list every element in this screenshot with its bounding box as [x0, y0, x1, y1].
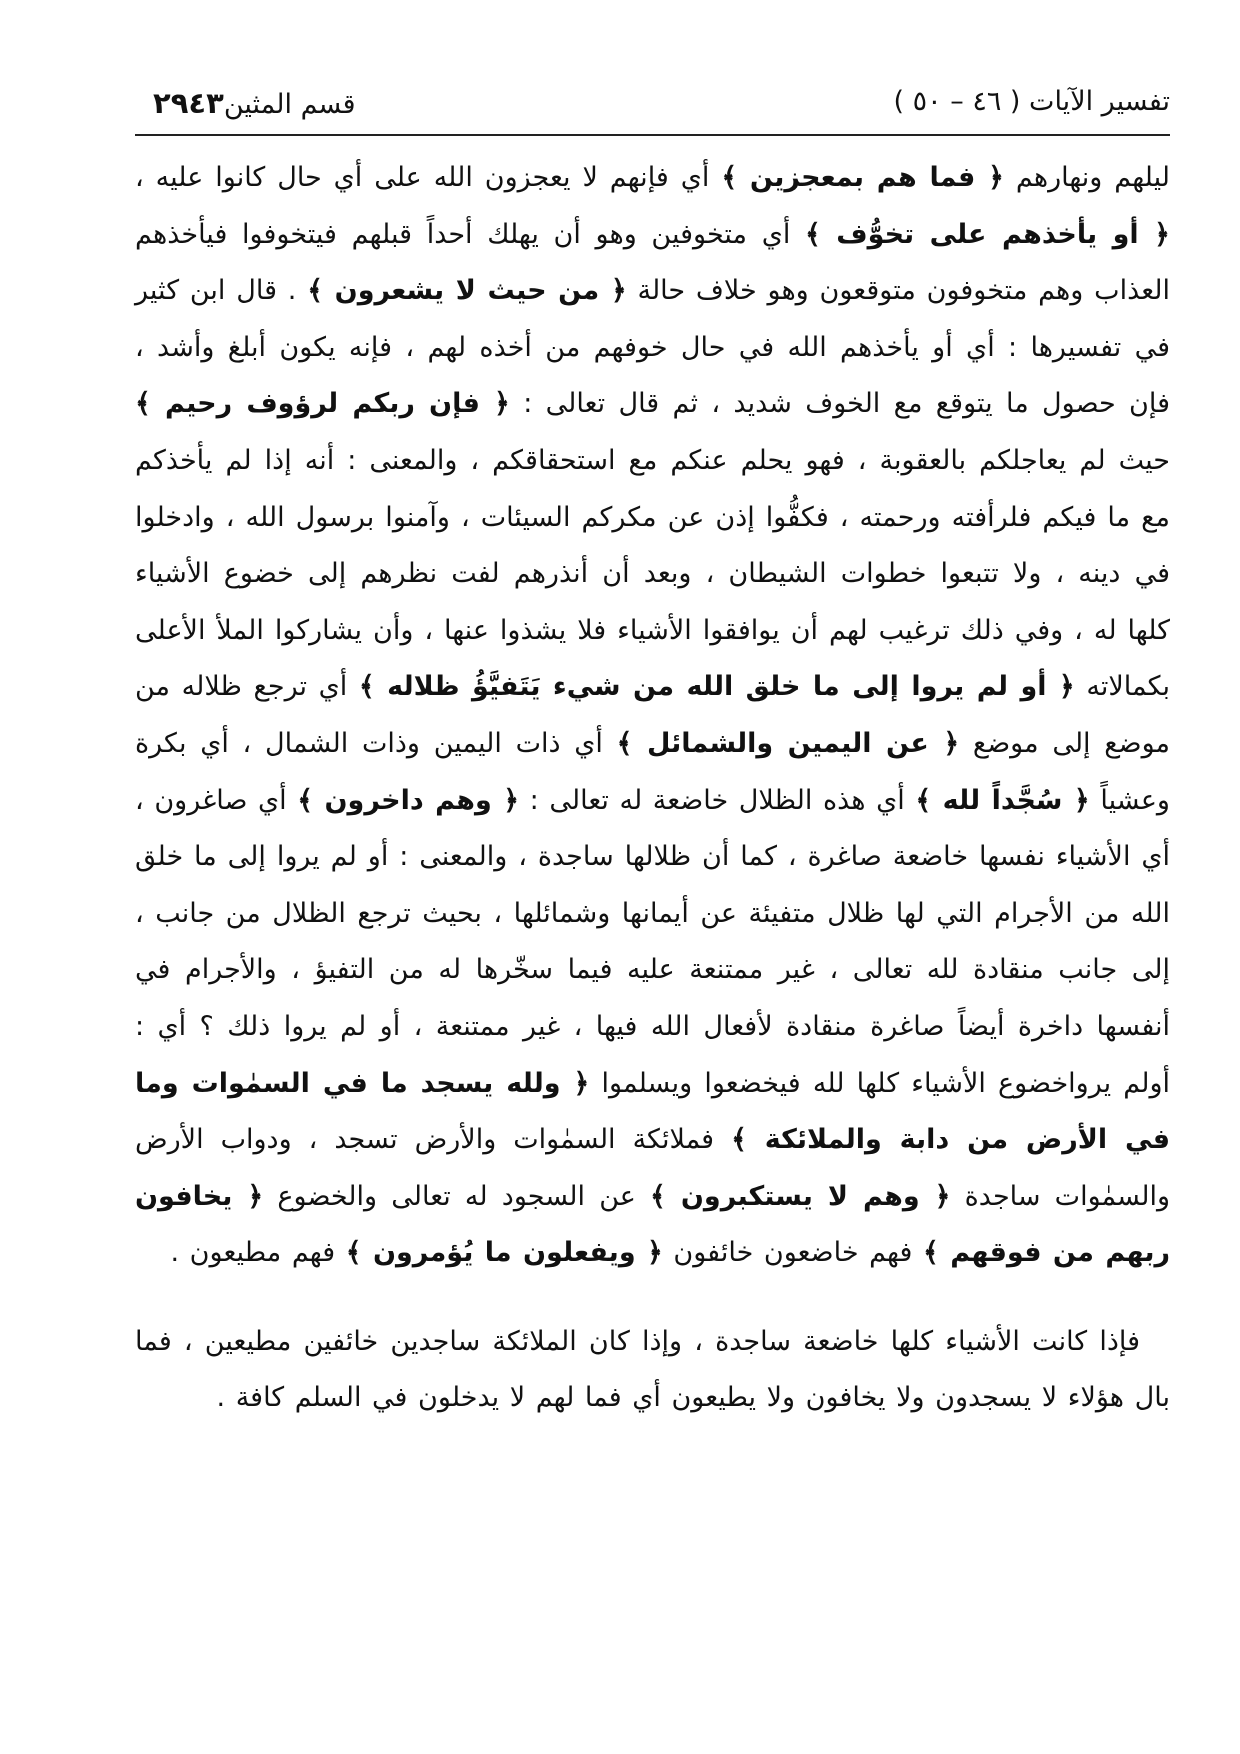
commentary-text: فهم مطيعون .	[170, 1237, 346, 1269]
paragraph-2: فإذا كانت الأشياء كلها خاضعة ساجدة ، وإذا كان الملائكة ساجدين خائفين مطيعين ، فما بال هؤلاء لا يسجدون ولا يخافون ولا يطيعون أي فما لهم لا يدخلون في السلم كافة .	[135, 1325, 1170, 1414]
commentary-text: أي هذه الظلال خاضعة له تعالى :	[519, 784, 916, 816]
commentary-text: فهم خاضعون خائفون	[662, 1237, 923, 1269]
commentary-text: فملائكة السمٰوات والأرض تسجد ، ودواب الأرض والسمٰوات ساجدة	[135, 1124, 1171, 1212]
quran-quote: ﴿ أو لم يروا إلى ما خلق الله من شيء يَتَفيَّؤُ ظلاله ﴾	[358, 671, 1075, 703]
quran-quote: ﴿ فإن ربكم لرؤوف رحيم ﴾	[135, 388, 510, 420]
book-info	[135, 86, 356, 120]
commentary-text: أي ذات اليمين وذات الشمال ، أي بكرة وعشياً	[135, 727, 1170, 816]
quran-quote: ﴿ من حيث لا يشعرون ﴾	[307, 275, 627, 307]
commentary-text: أي صاغرون ، أي الأشياء نفسها خاضعة صاغرة ، كما أن ظلالها ساجدة ، والمعنى : أو لم يروا إلى ما خلق الله من الأجرام التي لها ظلال متفيئة عن أيمانها وشمائلها ، بحيث ترجع الظلال من جانب ، إلى جانب منقادة لله تعالى ، غير ممتنعة عليه فيما سخّرها له من التفيؤ ، والأجرام في أنفسها داخرة أيضاً صاغرة منقادة لأفعال الله فيها ، غير ممتنعة ، أو لم يروا ذلك ؟ أي : أولم يرواخضوع الأشياء كلها لله فيخضعوا ويسلموا	[135, 784, 1170, 1099]
commentary-text: . قال ابن كثير في تفسيرها : أي أو يأخذهم الله في حال خوفهم من أخذه لهم ، فإنه يكون أبلغ وأشد ، فإن حصول ما يتوقع مع الخوف شديد ، ثم قال تعالى :	[135, 275, 1171, 420]
quran-quote: ﴿ عن اليمين والشمائل ﴾	[616, 727, 960, 759]
page-number: ٢٩٤٣	[153, 86, 224, 120]
quran-quote: ﴿ ولله يسجد ما في السمٰوات وما في الأرض من دابة والملائكة ﴾	[135, 1067, 1170, 1156]
commentary-text: أي ترجع ظلاله من موضع إلى موضع	[135, 671, 1170, 759]
commentary-text: عن السجود له تعالى والخضوع	[263, 1180, 651, 1212]
commentary-text: حيث لم يعاجلكم بالعقوبة ، فهو يحلم عنكم مع استحقاقكم ، والمعنى : أنه إذا لم يأخذكم مع ما فيكم فلرأفته ورحمته ، فكفُّوا إذن عن مكركم السيئات ، وآمنوا برسول الله ، وادخلوا في دينه ، ولا تتبعوا خطوات الشيطان ، وبعد أن أنذرهم لفت نظرهم إلى خضوع الأشياء كلها له ، وفي ذلك ترغيب لهم أن يوافقوا الأشياء فلا يشذوا عنها ، وأن يشاركوا الملأ الأعلى بكمالاته	[135, 444, 1171, 703]
quran-quote: ﴿ وهم داخرون ﴾	[297, 784, 520, 816]
quran-quote: ﴿ سُجَّداً لله ﴾	[915, 784, 1090, 816]
header-divider	[135, 134, 1170, 136]
quran-quote: ﴿ يخافون ربهم من فوقهم ﴾	[135, 1180, 1170, 1269]
page-header	[135, 86, 1170, 130]
quran-quote: ﴿ فما هم بمعجزين ﴾	[721, 162, 1004, 193]
quran-quote: ﴿ ويفعلون ما يُؤمرون ﴾	[345, 1237, 663, 1269]
paragraph-1	[135, 150, 1170, 1282]
section-title: تفسير الآيات ( ٤٦ – ٥٠ )	[893, 86, 1170, 117]
book-title: قسم المثين	[223, 89, 356, 120]
quran-quote: ﴿ وهم لا يستكبرون ﴾	[650, 1180, 951, 1212]
body-text	[135, 150, 1170, 1427]
commentary-text: أي متخوفين وهو أن يهلك أحداً قبلهم فيتخوفوا فيأخذهم العذاب وهم متخوفون متوقعون وهو خلاف حالة	[135, 218, 1170, 307]
quran-quote: ﴿ أو يأخذهم على تخوُّف ﴾	[805, 218, 1170, 250]
commentary-text: أي فإنهم لا يعجزون الله على أي حال كانوا عليه ،	[135, 162, 722, 193]
commentary-text: ليلهم ونهارهم	[1003, 162, 1170, 193]
